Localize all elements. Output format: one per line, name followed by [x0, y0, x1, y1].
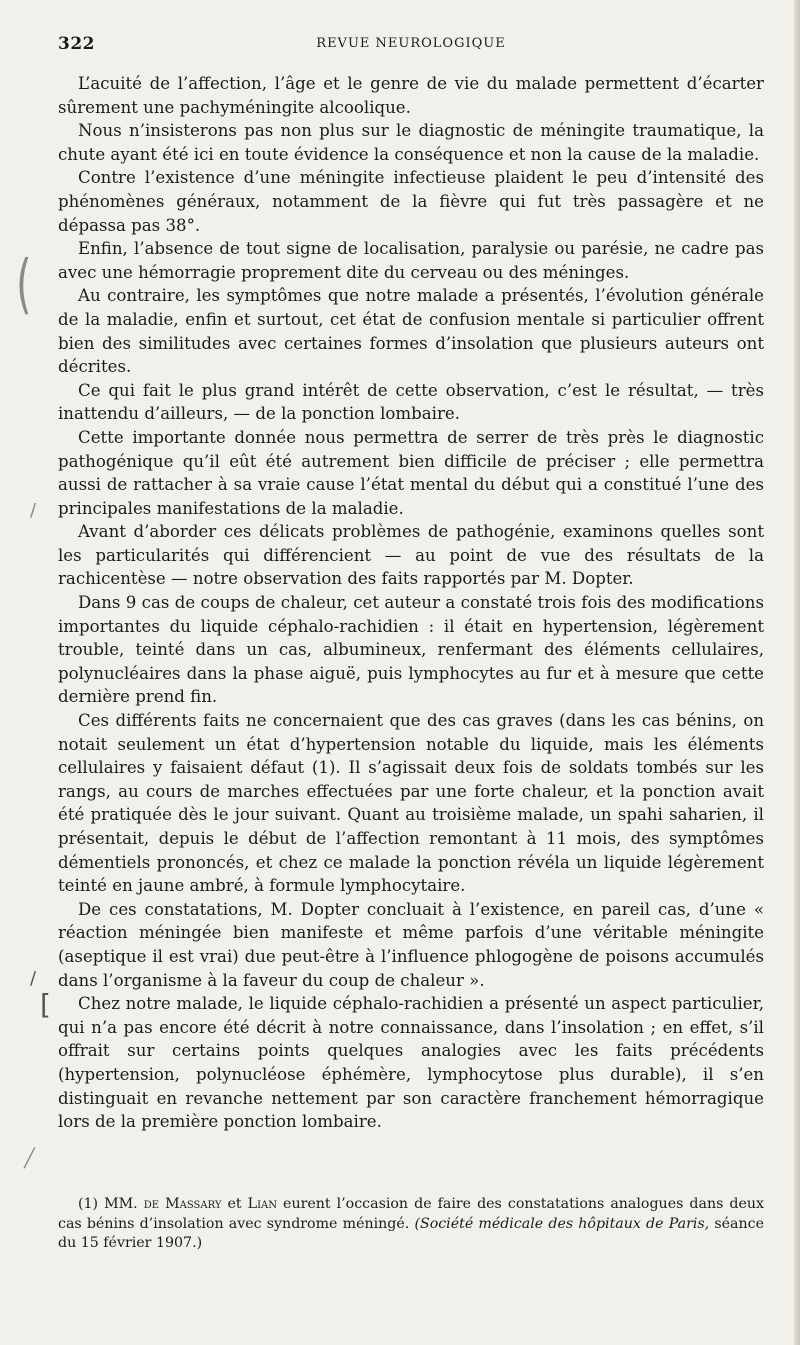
footnote — [58, 1195, 764, 1254]
footnote-conjunction: et — [227, 1196, 242, 1212]
paragraph: Avant d’aborder ces délicats problèmes de pathogénie, examinons quelles sont les particularités qui différencient — au point de vue des résultats de la rachicentèse — notre observation des faits rapportés par M. Dopter. — [58, 522, 764, 589]
footnote-author-particle: de — [143, 1196, 160, 1212]
page-edge — [794, 0, 800, 1345]
margin-bracket-mark: [ — [40, 988, 51, 1021]
paragraph: Dans 9 cas de coups de chaleur, cet auteur a constaté trois fois des modifications importantes du liquide céphalo-rachidien : il était en hypertension, légèrement trouble, teinté dans un cas, albumineux, renfermant des éléments cellulaires, polynucléaires dans la phase aiguë, puis lymphocytes au fur et à mesure que cette dernière prend fin. — [58, 593, 764, 707]
footnote-author: Massary — [165, 1196, 222, 1212]
paragraph: Chez notre malade, le liquide céphalo-rachidien a présenté un aspect particulier, qui n’a pas encore été décrit à notre connaissance, dans l’insolation ; en effet, s’il offrait sur certains points quelques analogies avec les faits précédents (hypertension, polynucléose éphémère, lymphocytose plus durable), il s’en distinguait en revanche nettement par son caractère franchement hémorragique lors de la première ponction lombaire. — [58, 994, 764, 1132]
running-title: REVUE NEUROLOGIQUE — [316, 36, 506, 51]
footnote-text — [58, 1195, 764, 1254]
margin-tick-mark: ╱ — [24, 1148, 35, 1169]
footnote-source: (Société médicale des hôpitaux de Paris, — [414, 1215, 710, 1232]
page-header — [58, 34, 764, 58]
paragraph: Contre l’existence d’une méningite infectieuse plaident le peu d’intensité des phénomènes généraux, notamment de la fièvre qui fut très passagère et ne dépassa pas 38°. — [58, 168, 764, 235]
paragraph: Ce qui fait le plus grand intérêt de cette observation, c’est le résultat, — très inattendu d’ailleurs, — de la ponction lombaire. — [58, 380, 764, 424]
paragraph: Cette importante donnée nous permettra de serrer de très près le diagnostic pathogénique qu’il eût été autrement bien difficile de préciser ; elle permettra aussi de rattacher à sa vraie cause l’état mental du début qui a constitué l’une des principales manifestations de la maladie. — [58, 427, 764, 518]
paragraph: Nous n’insisterons pas non plus sur le diagnostic de méningite traumatique, la chute ayant été ici en toute évidence la conséquence et non la cause de la maladie. — [58, 121, 764, 164]
footnote-date: séance du 15 février 1907.) — [58, 1215, 764, 1251]
margin-tick-mark: / — [30, 500, 37, 521]
footnote-marker: (1) MM. — [78, 1196, 138, 1212]
paragraph: De ces constatations, M. Dopter concluait à l’existence, en pareil cas, d’une « réaction méningée bien manifeste et même parfois d’une véritable méningite (aseptique il est vrai) due peut-être à l’influence phlogogène de poisons accumulés dans l’organisme à la faveur du coup de chaleur ». — [58, 899, 764, 990]
footnote-author: Lian — [247, 1196, 277, 1212]
paragraph: Au contraire, les symptômes que notre malade a présentés, l’évolution générale de la maladie, enfin et surtout, cet état de confusion mentale si particulier offrent bien des similitudes avec certaines formes d’insolation que plusieurs auteurs ont décrites. — [58, 286, 764, 377]
margin-tick-mark: / — [30, 968, 37, 989]
paragraph: Enfin, l’absence de tout signe de localisation, paralysie ou parésie, ne cadre pas avec une hémorragie proprement dite du cerveau ou des méninges. — [58, 239, 764, 282]
page-number: 322 — [58, 34, 95, 54]
body-text — [58, 72, 764, 1134]
footnote-body: eurent l’occasion de faire des constatations analogues dans deux cas bénins d’insolation avec syndrome méningé. — [58, 1196, 765, 1232]
margin-bracket-mark: ( — [16, 248, 32, 322]
paragraph: L’acuité de l’affection, l’âge et le genre de vie du malade permettent d’écarter sûrement une pachyméningite alcoolique. — [58, 74, 764, 117]
paragraph: Ces différents faits ne concernaient que des cas graves (dans les cas bénins, on notait seulement un état d’hypertension notable du liquide, mais les éléments cellulaires y faisaient défaut (1). Il s’agissait deux fois de soldats tombés sur les rangs, au cours de marches effectuées par une forte chaleur, et la ponction avait été pratiquée dès le jour suivant. Quant au troisième malade, un spahi saharien, il présentait, depuis le début de l’affection remontant à 11 mois, des symptômes démentiels prononcés, et chez ce malade la ponction révéla un liquide légèrement teinté en jaune ambré, à formule lymphocytaire. — [58, 711, 764, 896]
